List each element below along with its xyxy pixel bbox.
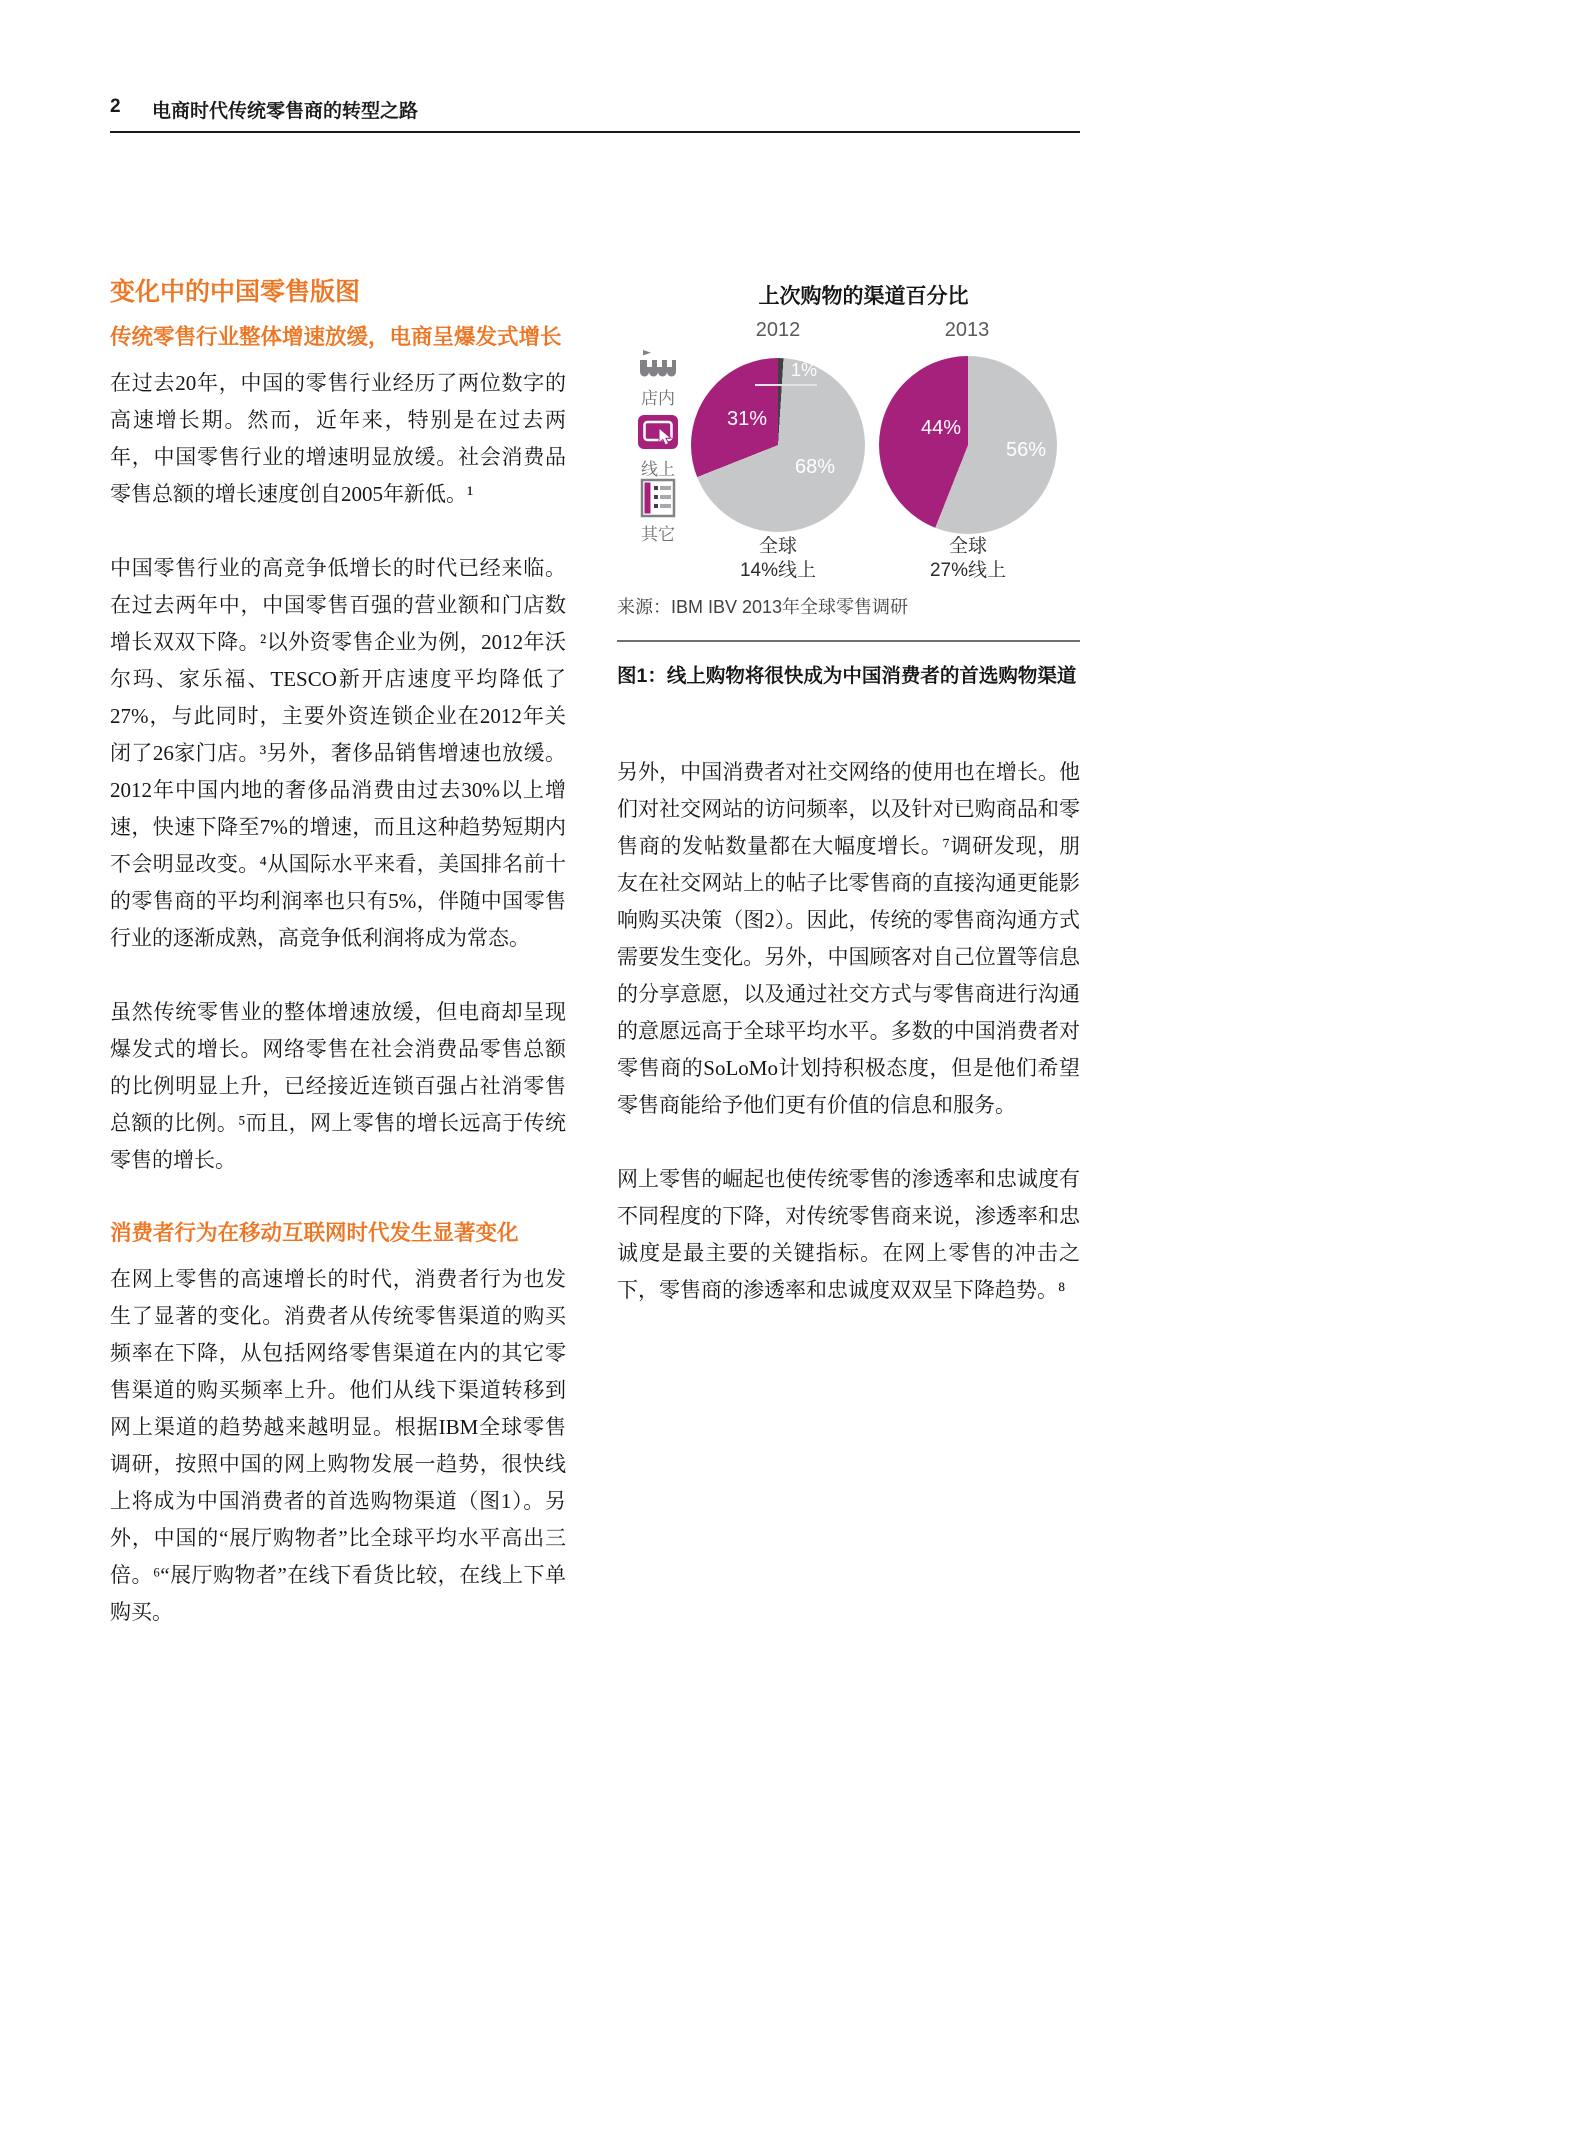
global-note-line1: 全球 xyxy=(948,536,987,557)
right-column xyxy=(617,272,1080,1346)
list-icon xyxy=(631,478,685,518)
figure-1 xyxy=(617,272,1080,754)
subsection-heading-1: 传统零售行业整体增速放缓，电商呈爆发式增长 xyxy=(110,325,562,349)
figure-source: 来源：IBM IBV 2013年全球零售调研 xyxy=(617,597,909,617)
section-heading: 变化中的中国零售版图 xyxy=(110,278,361,306)
figure-divider xyxy=(617,640,1080,642)
slice-label-instore-68pct: 68% xyxy=(795,456,836,478)
slice-label-online-31pct: 31% xyxy=(727,408,768,430)
global-note-2013 xyxy=(883,535,1053,583)
slice-label-instore-56pct: 56% xyxy=(1006,439,1047,461)
slice-label-other-1pct: 1% xyxy=(791,360,818,380)
running-title: 电商时代传统零售商的转型之路 xyxy=(152,101,419,122)
header-rule xyxy=(110,131,1080,133)
pie-chart-2013 xyxy=(879,356,1057,534)
page-number: 2 xyxy=(110,96,121,117)
global-note-2012 xyxy=(693,535,863,583)
paragraph-5: 另外，中国消费者对社交网络的使用也在增长。他们对社交网站的访问频率，以及针对已购商品和零售商的发帖数量都在大幅度增长。⁷调研发现，朋友在社交网站上的帖子比零售商的直接沟通更能影响购买决策（图2）。因此，传统的零售商沟通方式需要发生变化。另外，中国顾客对自己位置等信息的分享意愿，以及通过社交方式与零售商进行沟通的意愿远高于全球平均水平。多数的中国消费者对零售商的SoLoMo计划持积极态度，但是他们希望零售商能给予他们更有价值的信息和服务。 xyxy=(617,760,1080,1117)
legend-item-online xyxy=(631,413,685,480)
chart-year-2013: 2013 xyxy=(944,319,990,341)
legend-label-instore: 店内 xyxy=(641,389,675,408)
online-tap-icon xyxy=(631,413,685,453)
legend-label-other: 其它 xyxy=(641,525,675,544)
chart-title: 上次购物的渠道百分比 xyxy=(758,285,969,308)
pie-chart-2012 xyxy=(691,358,865,532)
slice-label-online-44pct: 44% xyxy=(921,417,962,439)
chart-year-2012: 2012 xyxy=(755,319,801,341)
legend-label-online: 线上 xyxy=(641,460,675,479)
legend-item-instore xyxy=(631,348,685,409)
slice-leader-line xyxy=(755,384,817,386)
left-column xyxy=(110,272,566,1668)
figure-caption: 图1：线上购物将很快成为中国消费者的首选购物渠道 xyxy=(617,665,1077,687)
paragraph-2: 中国零售行业的高竞争低增长的时代已经来临。在过去两年中，中国零售百强的营业额和门店数增长双双下降。²以外资零售企业为例，2012年沃尔玛、家乐福、TESCO新开店速度平均降低了27%，与此同时，主要外资连锁企业在2012年关闭了26家门店。³另外，奢侈品销售增速也放缓。2012年中国内地的奢侈品消费由过去30%以上增速，快速下降至7%的增速，而且这种趋势短期内不会明显改变。⁴从国际水平来看，美国排名前十的零售商的平均利润率也只有5%，伴随中国零售行业的逐渐成熟，高竞争低利润将成为常态。 xyxy=(110,556,566,950)
paragraph-1: 在过去20年，中国的零售行业经历了两位数字的高速增长期。然而，近年来，特别是在过去两年，中国零售行业的增速明显放缓。社会消费品零售总额的增长速度创自2005年新低。¹ xyxy=(110,371,566,506)
storefront-icon xyxy=(631,348,685,382)
global-note-line1: 全球 xyxy=(758,536,797,557)
paragraph-3: 虽然传统零售业的整体增速放缓，但电商却呈现爆发式的增长。网络零售在社会消费品零售总额的比例明显上升，已经接近连锁百强占社消零售总额的比例。⁵而且，网上零售的增长远高于传统零售的增长。 xyxy=(110,1000,566,1172)
legend-item-other xyxy=(631,478,685,545)
page-header xyxy=(110,96,418,123)
global-note-line2: 27%线上 xyxy=(929,560,1007,581)
paragraph-6: 网上零售的崛起也使传统零售的渗透率和忠诚度有不同程度的下降，对传统零售商来说，渗透率和忠诚度是最主要的关键指标。在网上零售的冲击之下，零售商的渗透率和忠诚度双双呈下降趋势。⁸ xyxy=(617,1167,1080,1302)
subsection-heading-2: 消费者行为在移动互联网时代发生显著变化 xyxy=(110,1221,519,1245)
paragraph-4: 在网上零售的高速增长的时代，消费者行为也发生了显著的变化。消费者从传统零售渠道的购买频率在下降，从包括网络零售渠道在内的其它零售渠道的购买频率上升。他们从线下渠道转移到网上渠道的趋势越来越明显。根据IBM全球零售调研，按照中国的网上购物发展一趋势，很快线上将成为中国消费者的首选购物渠道（图1）。另外，中国的“展厅购物者”比全球平均水平高出三倍。⁶“展厅购物者”在线下看货比较，在线上下单购买。 xyxy=(110,1267,566,1624)
global-note-line2: 14%线上 xyxy=(739,560,817,581)
